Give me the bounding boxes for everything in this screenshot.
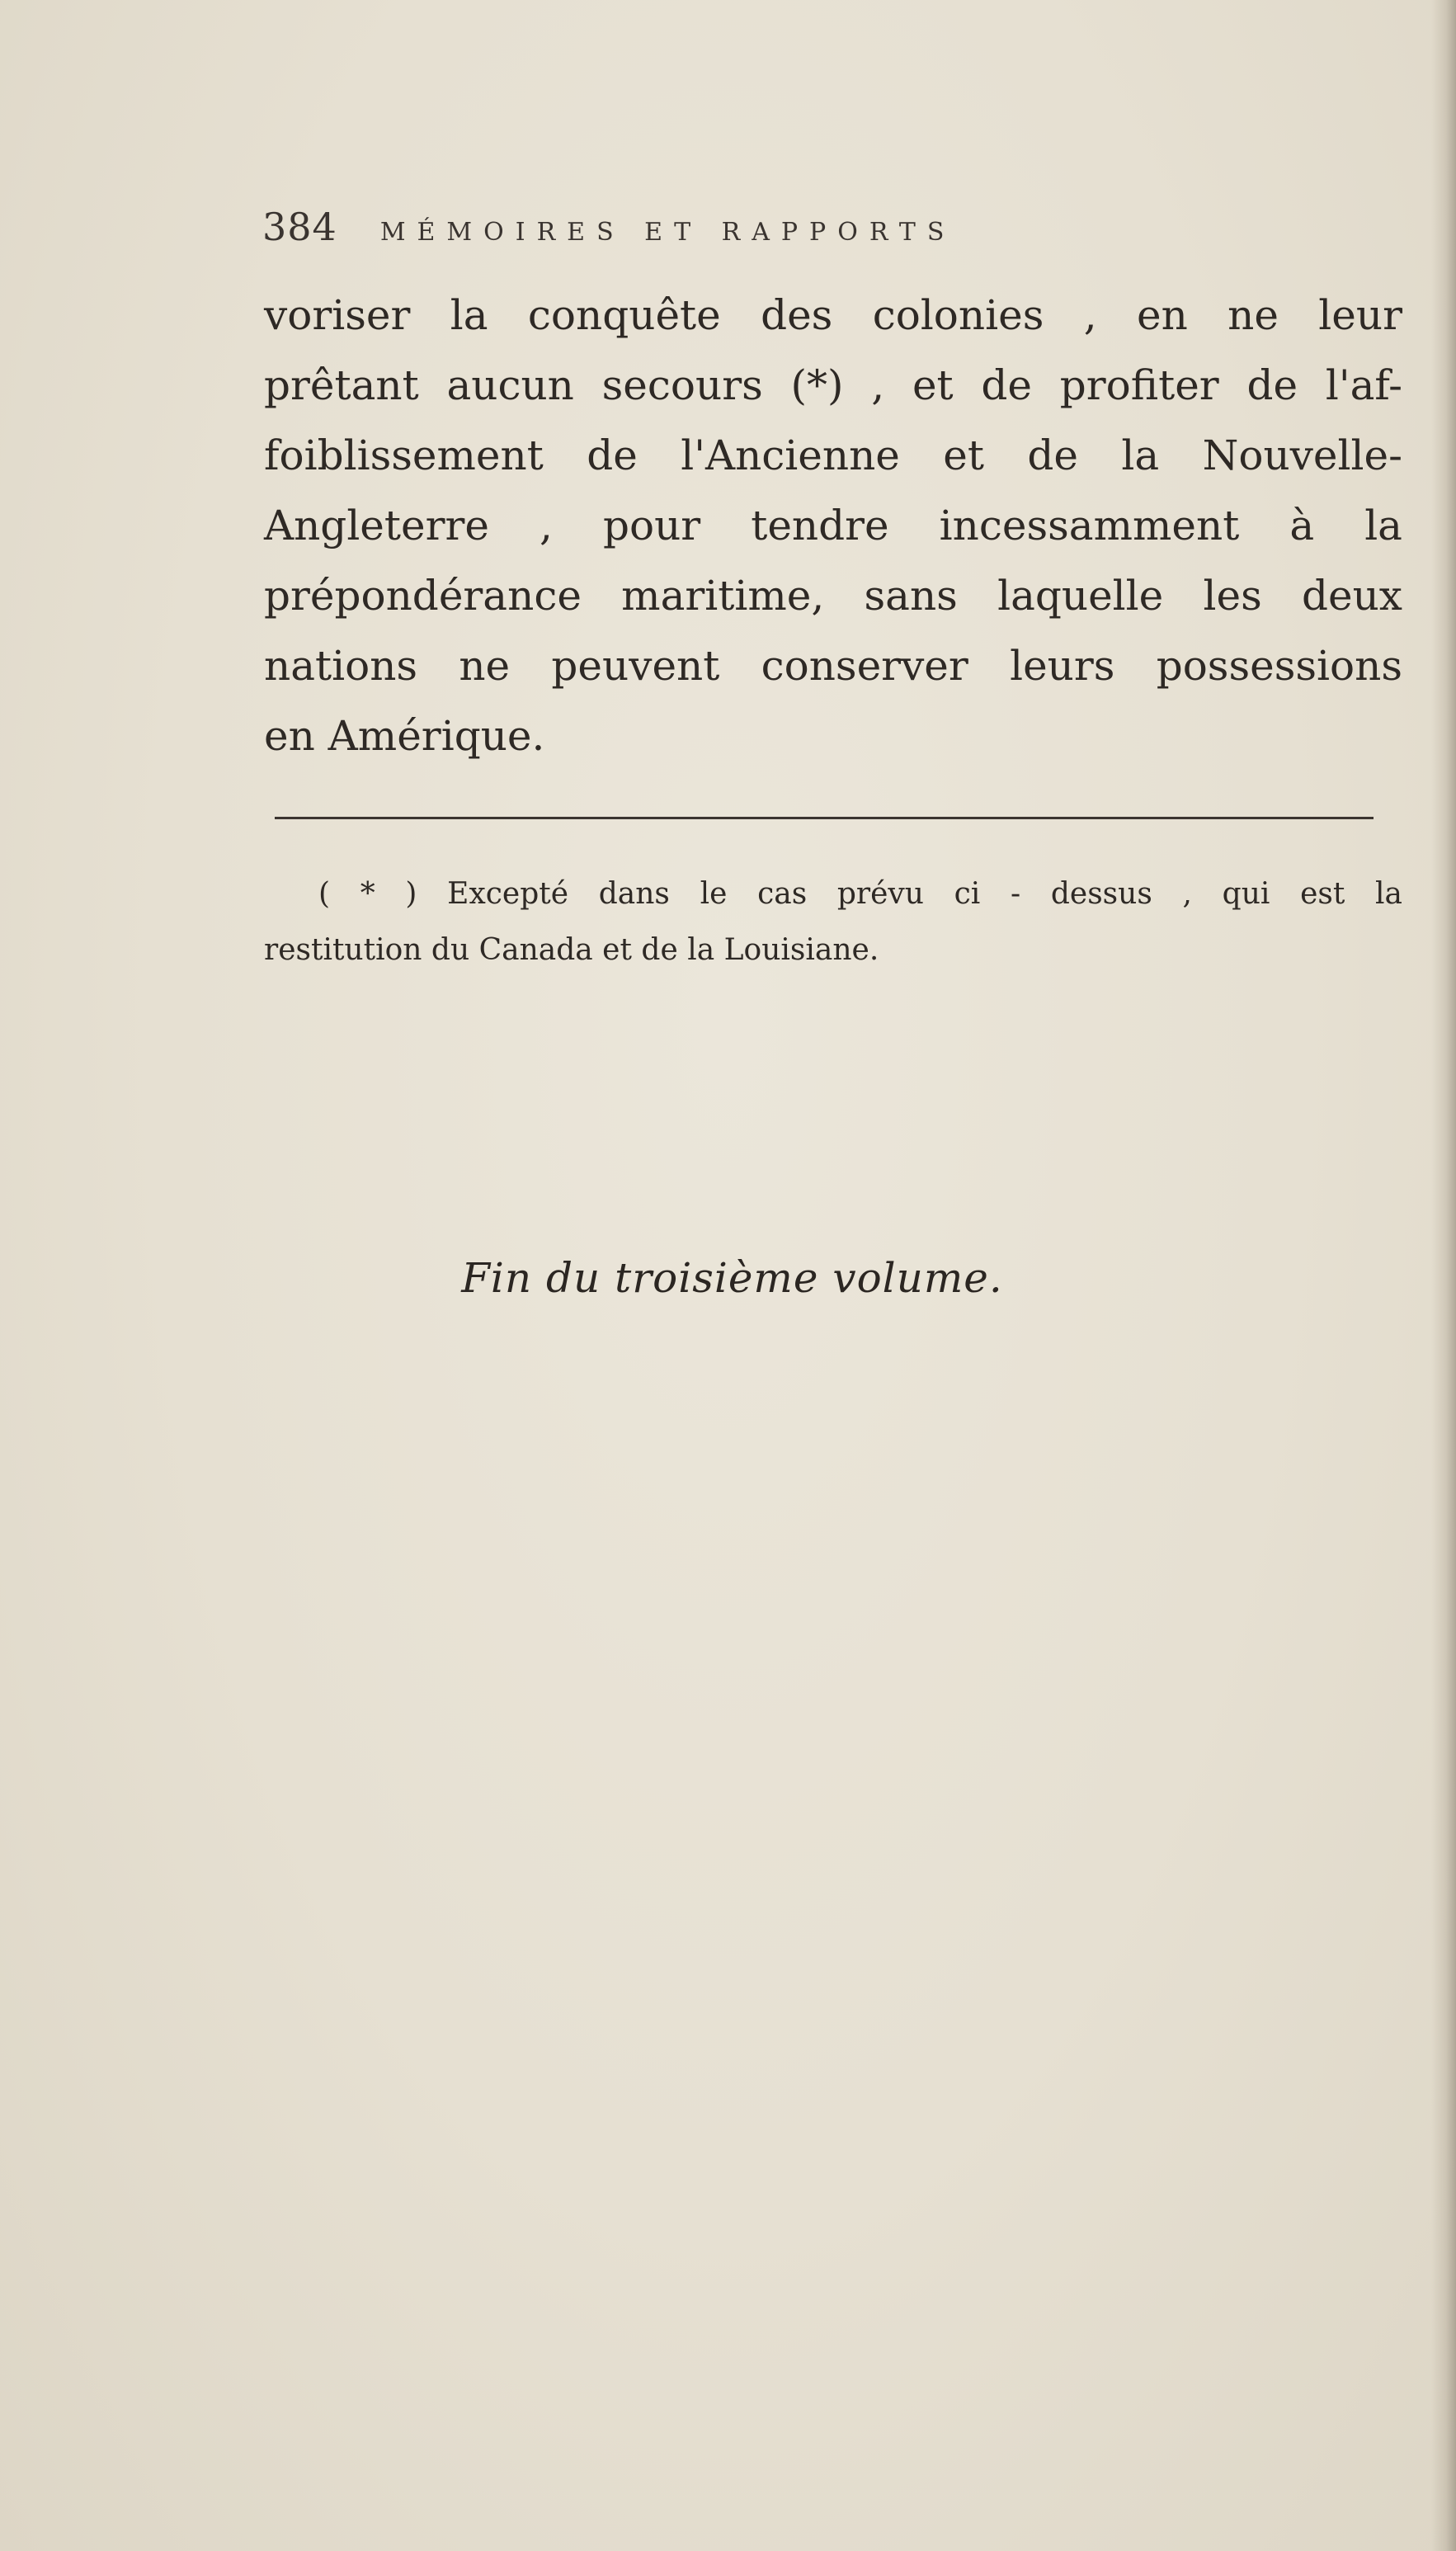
body-text — [264, 281, 1402, 771]
end-of-volume-note — [0, 1254, 1456, 1302]
footnote-rule — [275, 817, 1374, 819]
text-line: prépondérance maritime, sans laquelle les deux — [264, 572, 1402, 620]
footnote-line: ( * ) Excepté dans le cas prévu ci - dessus , qui est la — [318, 877, 1402, 911]
text-line: voriser la conquête des colonies , en ne leur — [264, 291, 1402, 339]
footnote-line: restitution du Canada et de la Louisiane. — [264, 933, 879, 967]
footnote — [264, 866, 1402, 978]
text-line: prêtant aucun secours (*) , et de profiter de l'af- — [264, 361, 1402, 409]
running-title: MÉMOIRES ET RAPPORTS — [379, 218, 956, 247]
text-line: foiblissement de l'Ancienne et de la Nouvelle- — [264, 431, 1402, 479]
page-number: 384 — [262, 205, 337, 249]
text-line: Angleterre , pour tendre incessamment à la — [264, 502, 1402, 549]
text-line-last: en Amérique. — [264, 712, 545, 760]
end-of-volume-text: Fin du troisième volume. — [461, 1254, 1003, 1302]
text-line: nations ne peuvent conserver leurs possessions — [264, 642, 1402, 690]
running-head — [262, 205, 1302, 262]
